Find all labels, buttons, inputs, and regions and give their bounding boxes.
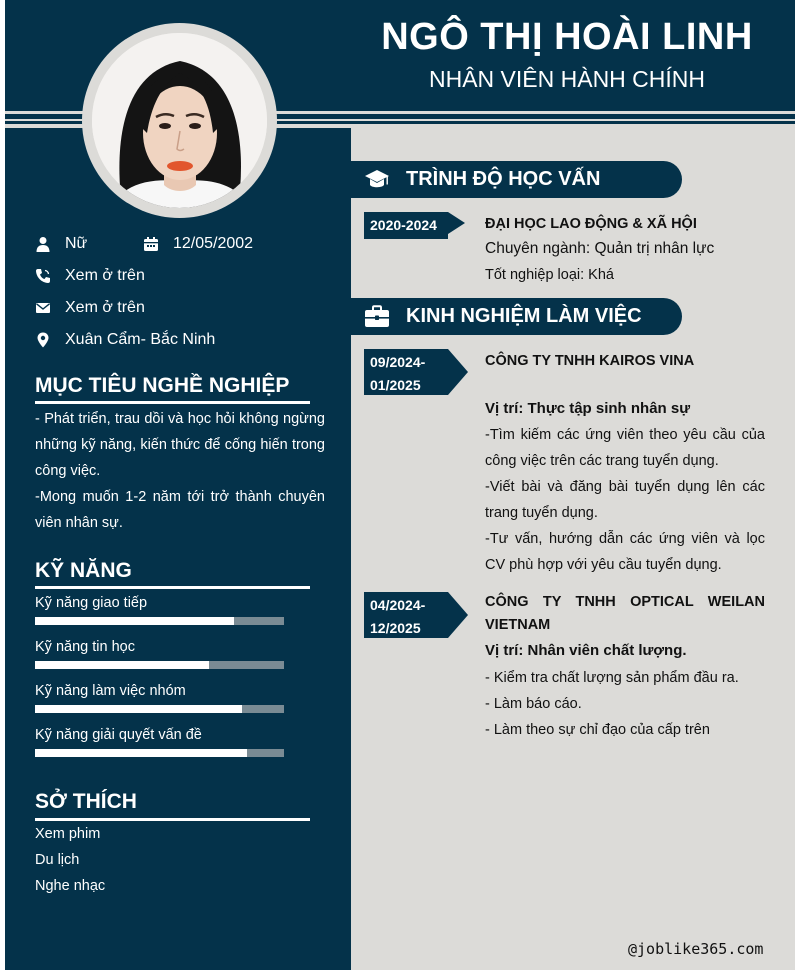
hobby-item: Nghe nhạc bbox=[35, 878, 106, 894]
gender-row bbox=[35, 235, 87, 253]
objective-line: -Mong muốn 1-2 năm tới trở thành chuyên viên nhân sự. bbox=[35, 489, 325, 531]
company-name: CÔNG TY TNHH KAIROS VINA bbox=[485, 353, 695, 369]
graduation-cap-icon bbox=[364, 168, 390, 192]
skill-bar bbox=[35, 749, 284, 757]
skill-fill bbox=[35, 617, 234, 625]
date-arrow bbox=[448, 212, 465, 234]
birthday-row bbox=[143, 235, 253, 253]
job-date-start: 04/2024- bbox=[370, 597, 426, 613]
date-arrow bbox=[448, 592, 468, 638]
job-task: -Tìm kiếm các ứng viên theo yêu cầu của công việc trên các trang tuyển dụng. bbox=[485, 427, 765, 469]
job-date bbox=[364, 592, 448, 638]
skill-label: Kỹ năng làm việc nhóm bbox=[35, 683, 186, 699]
hobby-item: Du lịch bbox=[35, 852, 80, 868]
job-date-start: 09/2024- bbox=[370, 354, 426, 370]
experience-heading: KINH NGHIỆM LÀM VIỆC bbox=[406, 305, 642, 327]
hobbies-rule bbox=[35, 818, 310, 821]
job-date-end: 12/2025 bbox=[370, 620, 421, 636]
job-role: Vị trí: Nhân viên chất lượng. bbox=[485, 642, 687, 659]
skill-fill bbox=[35, 749, 247, 757]
job-date-end: 01/2025 bbox=[370, 377, 421, 393]
skills-heading: KỸ NĂNG bbox=[35, 559, 132, 582]
education-date: 2020-2024 bbox=[364, 212, 448, 239]
school-name: ĐẠI HỌC LAO ĐỘNG & XÃ HỘI bbox=[485, 216, 697, 232]
gender-text: Nữ bbox=[65, 235, 88, 252]
job-task: - Làm theo sự chỉ đạo của cấp trên bbox=[485, 722, 710, 738]
skill-bar bbox=[35, 661, 284, 669]
education-heading: TRÌNH ĐỘ HỌC VẤN bbox=[406, 168, 601, 190]
email-row bbox=[35, 299, 145, 317]
skill-label: Kỹ năng giải quyết vấn đề bbox=[35, 727, 202, 743]
person-icon bbox=[35, 236, 51, 252]
skill-bar bbox=[35, 705, 284, 713]
hobby-item: Xem phim bbox=[35, 826, 101, 842]
education-banner bbox=[351, 161, 682, 198]
address-row bbox=[35, 331, 215, 349]
email-text: Xem ở trên bbox=[65, 299, 145, 316]
skill-label: Kỹ năng giao tiếp bbox=[35, 595, 148, 611]
avatar bbox=[92, 33, 267, 208]
watermark: @joblike365.com bbox=[628, 940, 764, 958]
experience-banner bbox=[351, 298, 682, 335]
skills-rule bbox=[35, 586, 310, 589]
sidebar bbox=[5, 128, 351, 970]
date-arrow bbox=[448, 349, 468, 395]
phone-text: Xem ở trên bbox=[65, 267, 145, 284]
job-role: Vị trí: Thực tập sinh nhân sự bbox=[485, 400, 691, 417]
hobbies-heading: SỞ THÍCH bbox=[35, 790, 137, 813]
envelope-icon bbox=[35, 300, 51, 316]
job-task: - Kiểm tra chất lượng sản phẩm đầu ra. bbox=[485, 670, 739, 686]
company-name: CÔNG TY TNHH OPTICAL WEILAN VIETNAM bbox=[485, 594, 765, 633]
objective-text bbox=[35, 406, 325, 536]
location-icon bbox=[35, 332, 51, 348]
cv-page bbox=[5, 0, 795, 970]
job-task: -Tư vấn, hướng dẫn các ứng viên và lọc CV phù hợp với yêu cầu tuyển dụng. bbox=[485, 531, 765, 573]
skill-fill bbox=[35, 705, 242, 713]
phone-row bbox=[35, 267, 145, 285]
job-title: NHÂN VIÊN HÀNH CHÍNH bbox=[428, 66, 706, 92]
objective-line: - Phát triển, trau dồi và học hỏi không ngừng những kỹ năng, kiến thức để cống hiến trong công việc. bbox=[35, 411, 325, 479]
calendar-icon bbox=[143, 236, 159, 252]
candidate-name: NGÔ THỊ HOÀI LINH bbox=[381, 16, 753, 58]
job-tasks bbox=[485, 665, 765, 743]
skill-label: Kỹ năng tin học bbox=[35, 639, 135, 655]
phone-icon bbox=[35, 268, 51, 284]
objective-rule bbox=[35, 401, 310, 404]
skill-fill bbox=[35, 661, 209, 669]
skill-bar bbox=[35, 617, 284, 625]
address-text: Xuân Cẩm- Bắc Ninh bbox=[65, 331, 216, 348]
job-tasks bbox=[485, 422, 765, 578]
briefcase-icon bbox=[364, 305, 390, 329]
education-major: Chuyên ngành: Quản trị nhân lực bbox=[485, 240, 715, 257]
objective-heading: MỤC TIÊU NGHỀ NGHIỆP bbox=[35, 374, 290, 397]
job-date bbox=[364, 349, 448, 395]
birthday-text: 12/05/2002 bbox=[173, 235, 254, 252]
job-task: -Viết bài và đăng bài tuyển dụng lên các trang tuyển dụng. bbox=[485, 479, 765, 521]
job-task: - Làm báo cáo. bbox=[485, 696, 582, 712]
education-grade: Tốt nghiệp loại: Khá bbox=[485, 267, 614, 283]
